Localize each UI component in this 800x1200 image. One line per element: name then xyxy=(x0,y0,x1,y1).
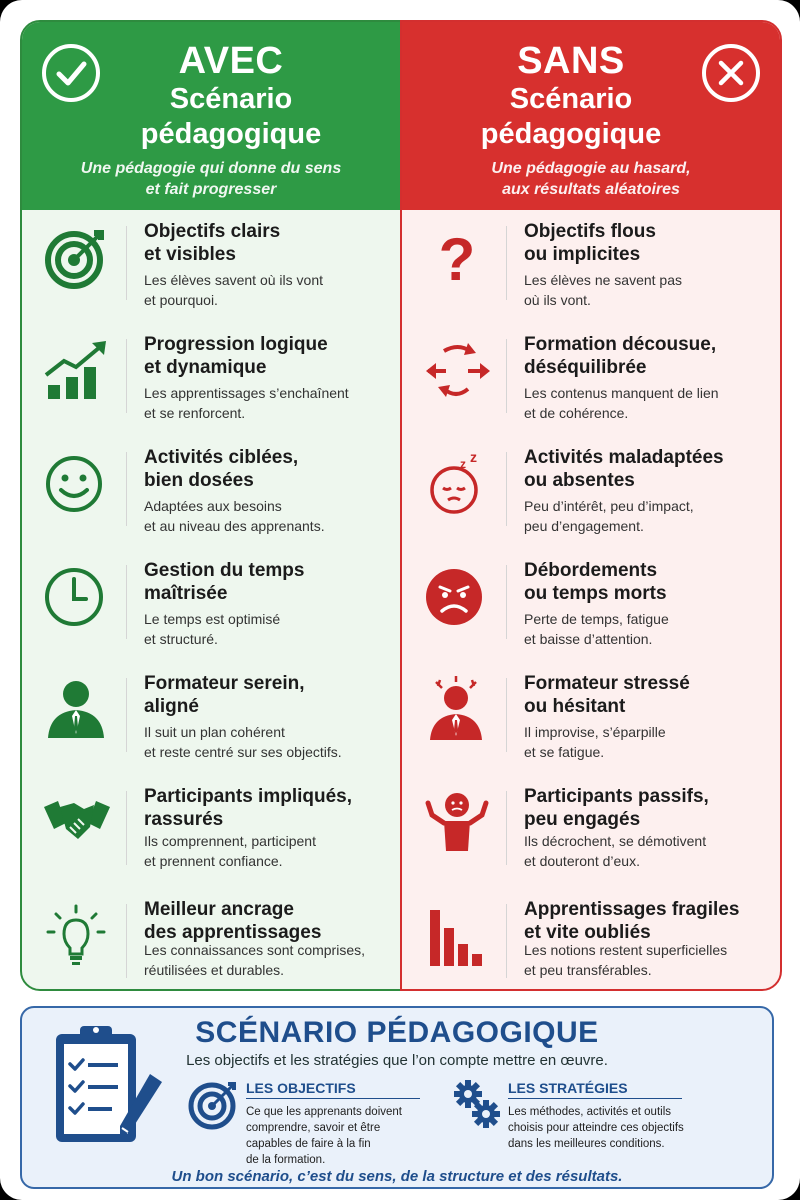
avec-item-progression: Progression logique et dynamique Les apprentissages s’enchaînent et se renforcent. xyxy=(22,323,400,436)
objectifs-description: Ce que les apprenants doivent comprendre, savoir et être capables de faire à la fin de la formation. xyxy=(246,1106,402,1166)
svg-text:?: ? xyxy=(438,226,476,290)
definition-subtitle: Les objectifs et les stratégies que l’on compte mettre en œuvre. xyxy=(186,1052,608,1069)
avec-subtitle: Une pédagogie qui donne du sens et fait progresser xyxy=(80,160,342,198)
avec-panel xyxy=(20,20,402,991)
clock-icon xyxy=(44,563,110,629)
sans-title-2: Scénario pédagogique xyxy=(480,83,662,150)
avec-item-formateur: Formateur serein, aligné Il suit un plan cohérent et reste centré sur ses objectifs. xyxy=(22,662,400,775)
declining-bars-icon xyxy=(424,902,490,968)
avec-item-activites: Activités ciblées, bien dosées Adaptées aux besoins et au niveau des apprenants. xyxy=(22,436,400,549)
avec-item-temps: Gestion du temps maîtrisée Le temps est optimisé et structuré. xyxy=(22,549,400,662)
strategies-description: Les méthodes, activités et outils choisis pour atteindre ces objectifs dans les meilleures conditions. xyxy=(508,1106,684,1150)
avec-title-2: Scénario pédagogique xyxy=(140,83,322,150)
sleepy-face-icon xyxy=(424,450,490,516)
scenario-definition-box xyxy=(20,1006,774,1189)
sans-item-formateur: Formateur stressé ou hésitant Il improvise, s’éparpille et se fatigue. xyxy=(402,662,780,775)
target-icon xyxy=(44,224,110,290)
sans-header xyxy=(402,22,780,210)
lightbulb-icon xyxy=(44,902,110,968)
sans-item-activites: z z Activités maladaptées ou absentes Peu d’intérêt, peu d’impact, peu d’engagement. xyxy=(402,436,780,549)
sad-face-icon xyxy=(424,563,490,629)
gears-icon xyxy=(450,1078,502,1130)
svg-text:z: z xyxy=(470,450,477,465)
avec-item-ancrage: Meilleur ancrage des apprentissages Les connaissances sont comprises, réutilisées et durables. xyxy=(22,888,400,991)
sans-title: SANS xyxy=(517,40,625,82)
avec-title: AVEC xyxy=(178,40,284,82)
shrugging-person-icon xyxy=(424,789,490,855)
handshake-icon xyxy=(44,789,110,855)
question-mark-icon xyxy=(424,224,490,290)
objectifs-heading: LES OBJECTIFS xyxy=(246,1080,420,1099)
avec-header xyxy=(22,22,400,210)
stressed-trainer-icon xyxy=(424,676,490,742)
sans-item-objectifs: ? Objectifs flous ou implicites Les élèves ne savent pas où ils vont. xyxy=(402,210,780,323)
sans-item-formation: Formation décousue, déséquilibrée Les contenus manquent de lien et de cohérence. xyxy=(402,323,780,436)
sans-item-debordements: Débordements ou temps morts Perte de temps, fatigue et baisse d’attention. xyxy=(402,549,780,662)
target-icon xyxy=(188,1078,240,1130)
sans-panel xyxy=(400,20,782,991)
scattered-arrows-icon xyxy=(424,337,490,403)
growth-chart-icon xyxy=(44,337,110,403)
avec-item-objectifs: Objectifs clairs et visibles Les élèves savent où ils vont et pourquoi. xyxy=(22,210,400,323)
sans-item-apprentissages: Apprentissages fragiles et vite oubliés Les notions restent superficielles et peu transférables. xyxy=(402,888,780,991)
avec-item-participants: Participants impliqués, rassurés Ils comprennent, participent et prennent confiance. xyxy=(22,775,400,888)
definition-footer: Un bon scénario, c’est du sens, de la structure et des résultats. xyxy=(171,1168,623,1185)
sans-item-participants: Participants passifs, peu engagés Ils décrochent, se démotivent et douteront d’eux. xyxy=(402,775,780,888)
smiley-icon xyxy=(44,450,110,516)
sans-subtitle: Une pédagogie au hasard, aux résultats aléatoires xyxy=(491,160,691,198)
strategies-heading: LES STRATÉGIES xyxy=(508,1080,682,1099)
definition-title: SCÉNARIO PÉDAGOGIQUE xyxy=(195,1016,599,1049)
trainer-icon xyxy=(44,676,110,742)
svg-text:z: z xyxy=(460,457,466,471)
